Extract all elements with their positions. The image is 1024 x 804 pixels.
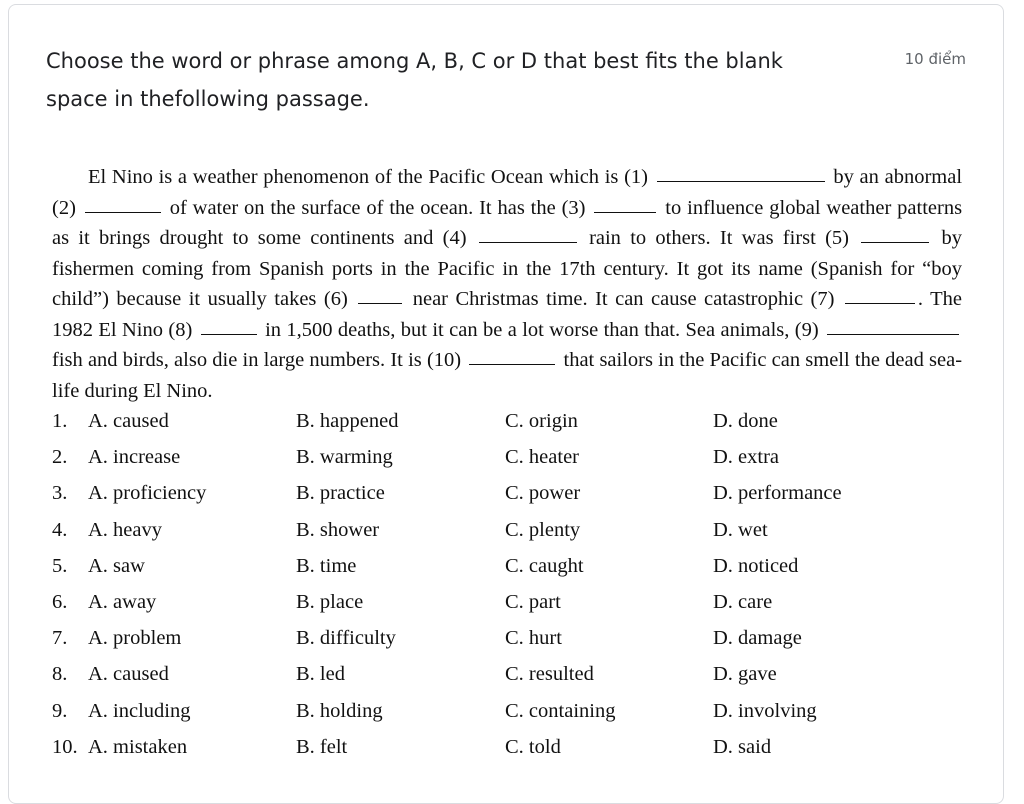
option-c: C. containing [505, 699, 616, 722]
passage-line-5a: It got its name (Spanish for “boy child”) because it usually takes (6) [52, 257, 963, 310]
option-number: 4. [52, 518, 68, 541]
option-c: C. resulted [505, 663, 594, 686]
passage-line-7a: a lot worse than that. Sea animals, (9) [507, 318, 819, 341]
option-a: A. saw [88, 554, 145, 577]
option-row [52, 663, 952, 699]
option-row [52, 591, 952, 627]
blank-9 [827, 333, 959, 335]
option-d: D. noticed [713, 554, 799, 577]
option-row [52, 446, 952, 482]
option-b: B. holding [296, 699, 383, 722]
option-d: D. performance [713, 482, 842, 505]
passage-line-5b: near Christmas time. [412, 288, 588, 310]
option-a: A. proficiency [88, 482, 207, 505]
option-c: C. heater [505, 446, 579, 469]
passage-line-4b: by fishermen coming from Spanish ports in the Pacific in the 17th century. [52, 227, 963, 280]
option-c: C. power [505, 482, 581, 505]
option-row [52, 700, 952, 736]
option-row [52, 627, 952, 663]
option-b: B. happened [296, 410, 399, 432]
option-d: D. damage [713, 627, 802, 650]
option-row [52, 482, 952, 518]
passage-image [52, 162, 962, 406]
points-label: 10 điểm [904, 50, 966, 68]
option-c: C. caught [505, 554, 584, 577]
option-c: C. origin [505, 410, 578, 432]
option-b: B. time [296, 554, 357, 577]
passage-line-8b: that sailors in the Pacific can smell the dead sea-life during El Nino. [52, 349, 963, 402]
option-row [52, 736, 952, 772]
option-row [52, 410, 952, 446]
option-d: D. extra [713, 446, 780, 469]
option-a: A. caused [88, 410, 169, 432]
blank-2 [85, 211, 161, 213]
blank-3 [594, 211, 656, 213]
blank-8 [201, 333, 257, 335]
option-number: 8. [52, 663, 68, 686]
option-a: A. mistaken [88, 735, 188, 758]
option-row [52, 555, 952, 591]
option-number: 3. [52, 482, 68, 505]
option-d: D. wet [713, 518, 768, 541]
passage-line-6a: It can cause catastrophic (7) [595, 288, 835, 310]
option-c: C. hurt [505, 627, 562, 650]
option-row [52, 519, 952, 555]
option-d: D. care [713, 590, 773, 613]
option-b: B. warming [296, 446, 393, 469]
option-c: C. part [505, 590, 561, 613]
option-b: B. felt [296, 735, 348, 758]
passage-line-7b: fish and birds, also die in large numbers. It is [52, 349, 422, 371]
option-number: 5. [52, 554, 68, 577]
option-b: B. place [296, 590, 364, 613]
blank-4 [479, 241, 577, 243]
passage-line-2c: to influence [665, 196, 764, 219]
passage-line-2b: of water on the surface of the ocean. It has the (3) [169, 196, 586, 219]
blank-5 [861, 241, 929, 243]
passage-line-1b: by an [833, 166, 879, 188]
option-number: 6. [52, 590, 68, 613]
passage-line-3a: global weather patterns as it brings drought to some continents and (4) [52, 196, 963, 249]
option-d: D. done [713, 410, 778, 432]
option-c: C. plenty [505, 518, 581, 541]
passage-line-8a: (10) [426, 349, 462, 371]
option-b: B. led [296, 663, 345, 686]
blank-7 [845, 302, 915, 304]
option-a: A. including [88, 699, 191, 722]
option-a: A. heavy [88, 518, 163, 541]
option-d: D. gave [713, 663, 777, 686]
passage-line-1a: El Nino is a weather phenomenon of the Pacific Ocean which is (1) [88, 166, 648, 188]
blank-10 [469, 363, 555, 365]
question-title: Choose the word or phrase among A, B, C or D that best fits the blank space in thefollowing passage. [46, 49, 783, 111]
option-a: A. problem [88, 627, 182, 650]
passage-line-4a: It was first (5) [719, 227, 849, 249]
blank-1 [657, 180, 825, 182]
passage-text [52, 162, 962, 406]
option-b: B. difficulty [296, 627, 396, 650]
option-number: 2. [52, 446, 68, 469]
option-number: 1. [52, 410, 68, 432]
option-d: D. said [713, 735, 772, 758]
option-a: A. increase [88, 446, 181, 469]
option-number: 7. [52, 627, 68, 650]
blank-6 [358, 302, 402, 304]
passage-line-2a: abnormal (2) [52, 166, 963, 219]
option-number: 10. [52, 735, 78, 758]
option-b: B. practice [296, 482, 385, 505]
options-table [52, 410, 952, 772]
option-c: C. told [505, 735, 561, 758]
option-b: B. shower [296, 518, 380, 541]
passage-line-6b: . The 1982 El Nino (8) [52, 288, 962, 341]
option-d: D. involving [713, 699, 817, 722]
passage-line-3b: rain to others. [589, 227, 711, 249]
option-a: A. caused [88, 663, 169, 686]
option-number: 9. [52, 699, 68, 722]
option-a: A. away [88, 590, 157, 613]
passage-line-6c: in 1,500 deaths, but it can be [265, 318, 503, 341]
